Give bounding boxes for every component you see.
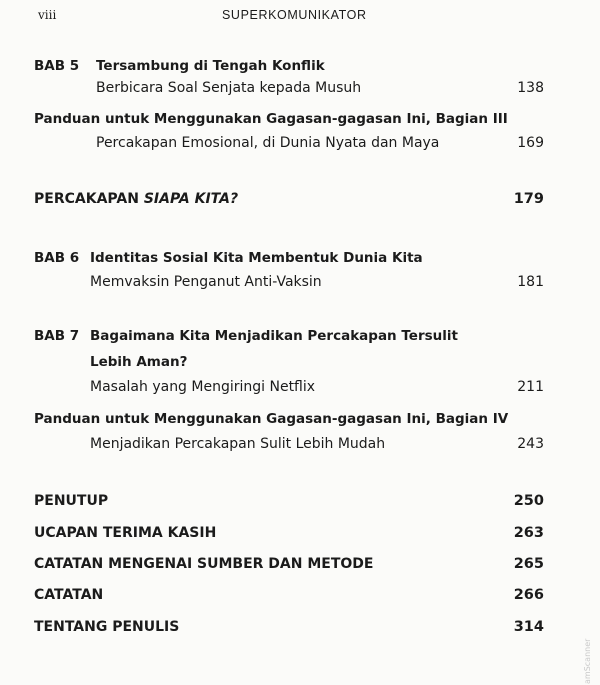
part-heading-italic: SIAPA KITA? — [143, 191, 239, 207]
back-matter-title: PENUTUP — [34, 493, 109, 509]
bab5-subtitle: Berbicara Soal Senjata kepada Musuh — [96, 80, 362, 96]
panduan3-title: Panduan untuk Menggunakan Gagasan-gagasan Ini, Bagian III — [34, 111, 508, 127]
bab6-subtitle: Memvaksin Penganut Anti-Vaksin — [90, 274, 322, 290]
page-number: viii — [38, 8, 57, 22]
back-matter-page: 250 — [513, 493, 544, 509]
part-heading-prefix: PERCAKAPAN — [34, 191, 144, 207]
bab5-title: Tersambung di Tengah Konflik — [96, 58, 325, 74]
scanner-watermark: amScanner — [583, 638, 592, 684]
bab7-subtitle: Masalah yang Mengiringi Netflix — [90, 379, 316, 395]
bab7-page: 211 — [517, 379, 544, 395]
back-matter-page: 263 — [513, 525, 544, 541]
bab5-label: BAB 5 — [34, 58, 80, 74]
bab7-title: Bagaimana Kita Menjadikan Percakapan Tersulit — [90, 328, 458, 344]
panduan4-title: Panduan untuk Menggunakan Gagasan-gagasan Ini, Bagian IV — [34, 411, 509, 427]
panduan4-subtitle: Menjadikan Percakapan Sulit Lebih Mudah — [90, 436, 386, 452]
back-matter-page: 266 — [513, 587, 544, 603]
back-matter-page: 314 — [513, 619, 544, 635]
panduan4-page: 243 — [517, 436, 544, 452]
back-matter-title: CATATAN — [34, 587, 104, 603]
panduan3-page: 169 — [517, 135, 544, 151]
part-heading — [34, 191, 238, 207]
bab7-label: BAB 7 — [34, 328, 80, 344]
bab6-page: 181 — [517, 274, 544, 290]
bab5-page: 138 — [517, 80, 544, 96]
back-matter-title: UCAPAN TERIMA KASIH — [34, 525, 217, 541]
running-head: SUPERKOMUNIKATOR — [222, 8, 367, 22]
bab7-title-line2: Lebih Aman? — [90, 354, 188, 370]
panduan3-subtitle: Percakapan Emosional, di Dunia Nyata dan Maya — [96, 135, 440, 151]
back-matter-page: 265 — [513, 556, 544, 572]
back-matter-title: TENTANG PENULIS — [34, 619, 180, 635]
bab6-title: Identitas Sosial Kita Membentuk Dunia Kita — [90, 250, 423, 266]
back-matter-title: CATATAN MENGENAI SUMBER DAN METODE — [34, 556, 374, 572]
bab6-label: BAB 6 — [34, 250, 80, 266]
part-page: 179 — [513, 191, 544, 207]
